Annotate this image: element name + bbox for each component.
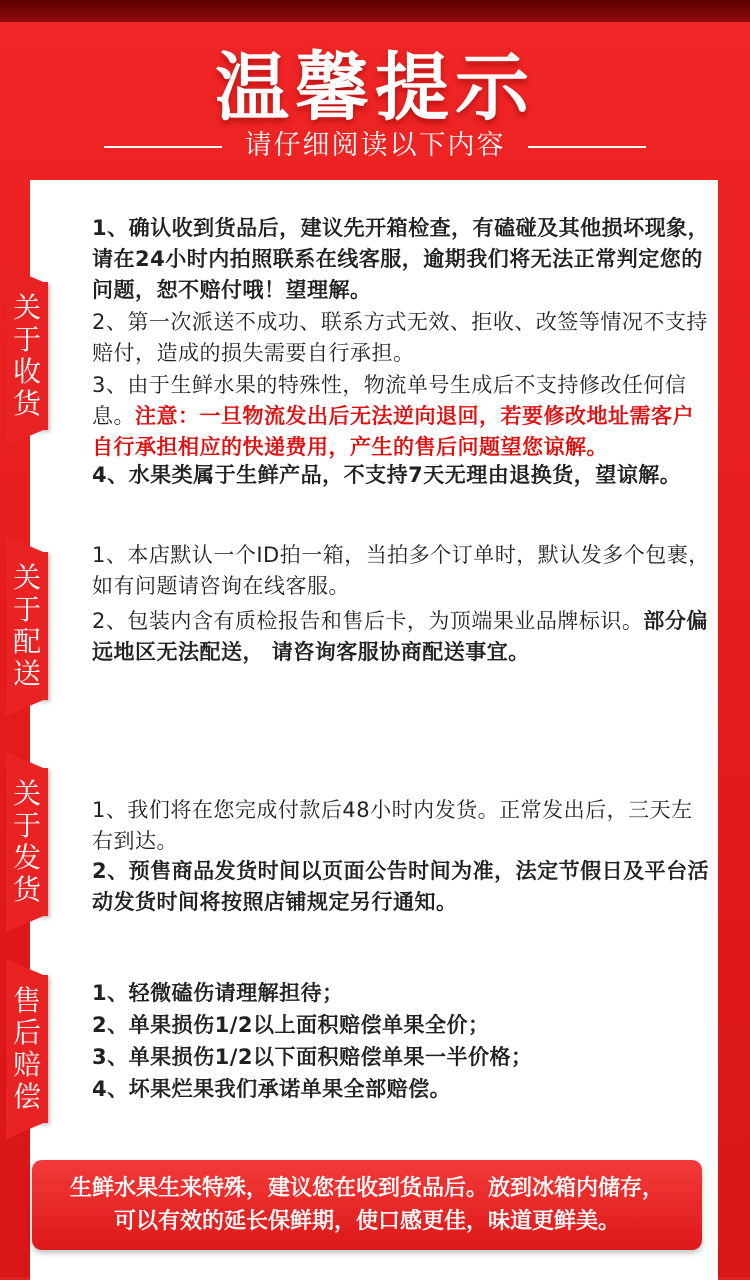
- delivery-item-2: [92, 606, 712, 668]
- receipt-item-3-notice: 注意：一旦物流发出后无法逆向退回，若要修改地址需客户自行承担相应的快递费用，产生的售后问题望您谅解。: [92, 404, 694, 459]
- footer-line-1: 生鲜水果生来特殊，建议您在收到货品后。放到冰箱内储存，: [69, 1176, 664, 1201]
- subtitle-row: [0, 126, 750, 166]
- tab-delivery: [6, 552, 48, 700]
- compensation-item-2: 2、单果损伤1/2以上面积赔偿单果全价；: [92, 1013, 490, 1037]
- tab-delivery-char: 送: [12, 657, 41, 690]
- tab-receipt-char: 收: [12, 355, 41, 388]
- tab-delivery-char: 关: [12, 561, 41, 594]
- receipt-item-2: 2、第一次派送不成功、联系方式无效、拒收、改签等情况不支持赔付，造成的损失需要自行承担。: [92, 310, 708, 365]
- footer-banner: [32, 1160, 702, 1250]
- tab-delivery-char: 于: [12, 593, 41, 626]
- tab-compensation-char: 售: [12, 984, 41, 1017]
- tab-delivery-char: 配: [12, 625, 41, 658]
- tab-shipping-char: 关: [12, 777, 41, 810]
- delivery-item-2-bold: 部分偏远地区无法配送， 请咨询客服协商配送事宜。: [92, 609, 708, 664]
- tab-receipt-char: 关: [12, 291, 41, 324]
- compensation-item-3: 3、单果损伤1/2以下面积赔偿单果一半价格；: [92, 1045, 533, 1069]
- tab-receipt-char: 于: [12, 323, 41, 356]
- delivery-item-2-text: 2、包装内含有质检报告和售后卡，为顶端果业品牌标识。: [92, 609, 644, 633]
- compensation-item-4: 4、坏果烂果我们承诺单果全部赔偿。: [92, 1077, 452, 1101]
- subtitle-divider-right: [528, 146, 646, 148]
- tab-compensation: [6, 975, 48, 1123]
- delivery-item-1: 1、本店默认一个ID拍一箱，当拍多个订单时，默认发多个包裹，如有问题请咨询在线客服。: [92, 543, 710, 598]
- page-subtitle: 请仔细阅读以下内容: [244, 130, 506, 161]
- shipping-item-2: 2、预售商品发货时间以页面公告时间为准，法定节假日及平台活动发货时间将按照店铺规定另行通知。: [92, 859, 710, 914]
- footer-line-2: 可以有效的延长保鲜期，使口感更佳，味道更鲜美。: [113, 1209, 620, 1234]
- receipt-item-4: 4、水果类属于生鲜产品，不支持7天无理由退换货，望谅解。: [92, 463, 682, 487]
- receipt-item-3-text: 3、由于生鲜水果的特殊性，物流单号生成后不支持修改任何信息。: [92, 373, 687, 428]
- receipt-item-1: 1、确认收到货品后，建议先开箱检查，有磕碰及其他损坏现象，请在24小时内拍照联系在线客服，逾期我们将无法正常判定您的问题，恕不赔付哦！望理解。: [92, 216, 710, 302]
- tab-shipping-char: 发: [12, 841, 41, 874]
- tab-shipping: [6, 768, 48, 916]
- tab-compensation-char: 赔: [12, 1048, 41, 1081]
- tab-shipping-char: 货: [12, 873, 41, 906]
- tab-receipt: [6, 282, 48, 430]
- receipt-item-3: [92, 370, 712, 463]
- page-title: 温馨提示: [215, 45, 535, 131]
- shipping-item-1: 1、我们将在您完成付款后48小时内发货。正常发出后，三天左右到达。: [92, 798, 693, 853]
- tab-compensation-char: 偿: [12, 1080, 41, 1113]
- compensation-item-1: 1、轻微磕伤请理解担待；: [92, 981, 344, 1005]
- tab-shipping-char: 于: [12, 809, 41, 842]
- tab-receipt-char: 货: [12, 387, 41, 420]
- top-bar: [0, 0, 750, 22]
- tab-compensation-char: 后: [12, 1016, 41, 1049]
